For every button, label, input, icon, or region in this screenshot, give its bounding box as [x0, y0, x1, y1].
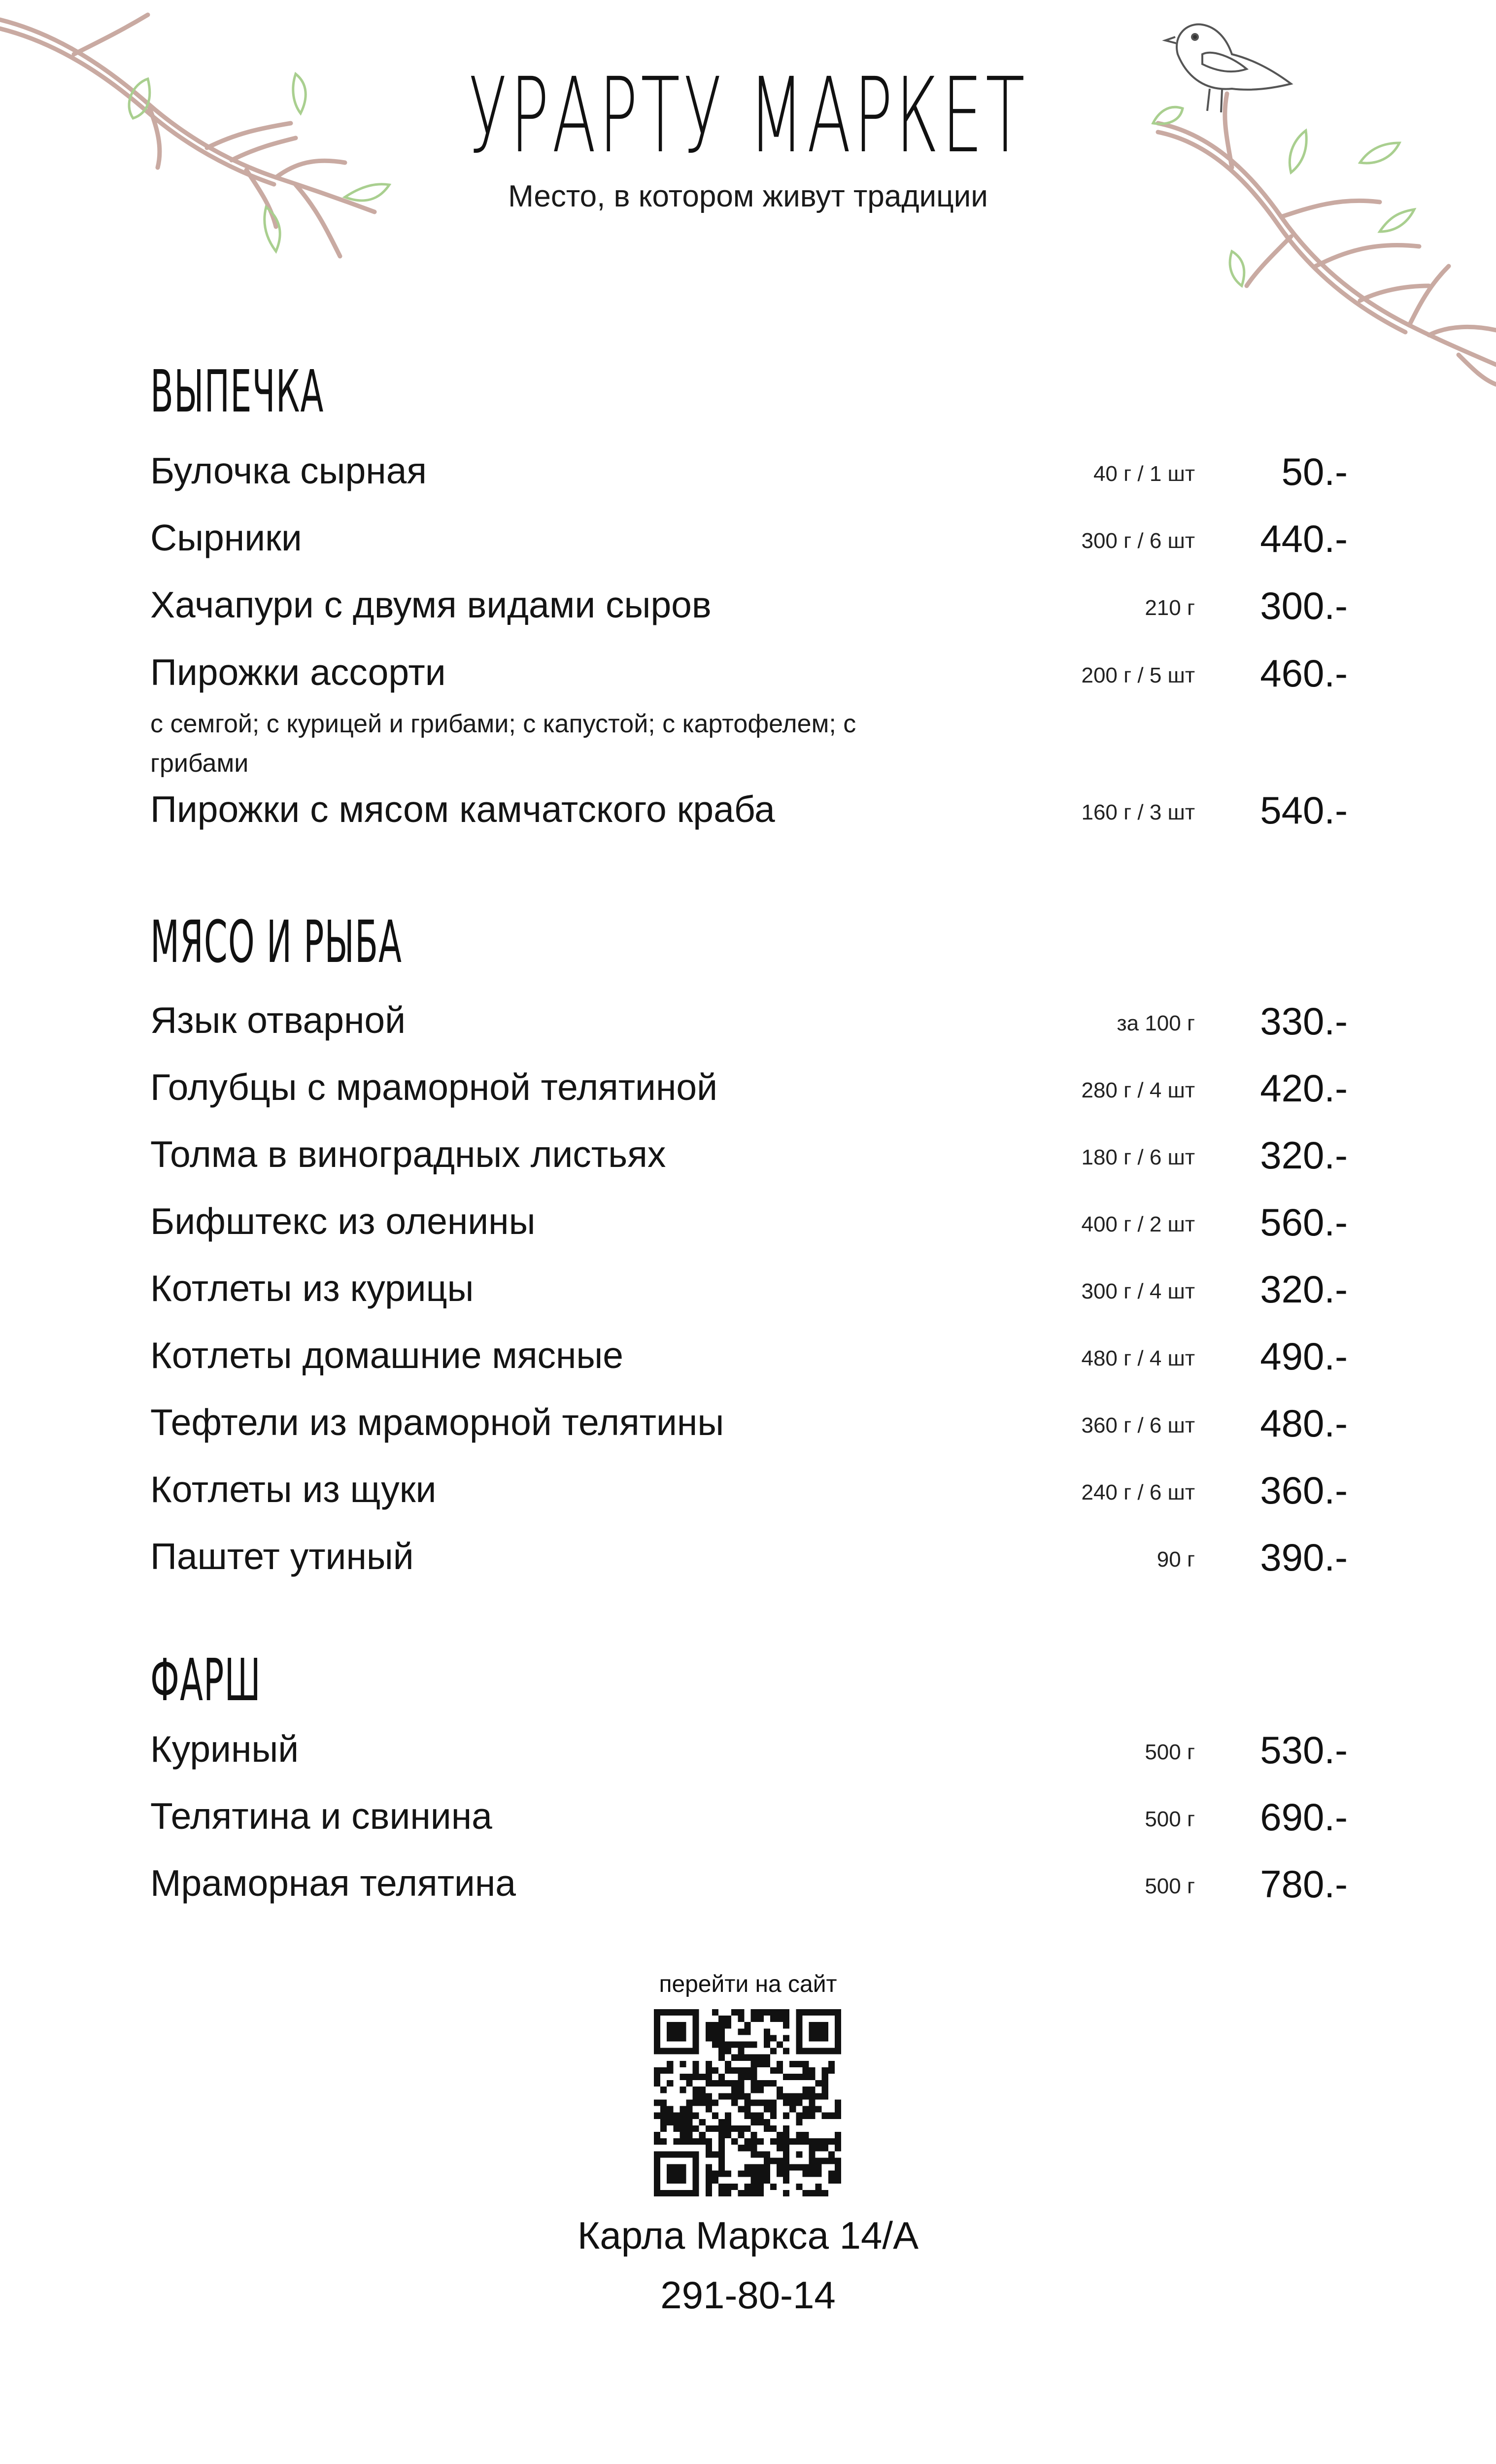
item-weight: 480 г / 4 шт [1081, 1346, 1195, 1370]
item-price: 390.- [1260, 1536, 1348, 1579]
item-name: Котлеты из курицы [150, 1267, 474, 1309]
item-price: 330.- [1260, 999, 1348, 1043]
item-name: Пирожки ассорти [150, 651, 446, 693]
address: Карла Маркса 14/А [577, 2214, 919, 2257]
item-price: 490.- [1260, 1335, 1348, 1378]
item-weight: 500 г [1145, 1807, 1195, 1831]
item-weight: 180 г / 6 шт [1081, 1145, 1195, 1169]
item-weight: 280 г / 4 шт [1081, 1078, 1195, 1102]
item-price: 540.- [1260, 788, 1348, 832]
item-name: Бифштекс из оленины [150, 1200, 536, 1242]
brand-tagline: Место, в котором живут традиции [508, 179, 988, 213]
item-price: 440.- [1260, 517, 1348, 560]
item-price: 300.- [1260, 584, 1348, 627]
qr-caption: перейти на сайт [659, 1971, 837, 1997]
item-weight: 400 г / 2 шт [1081, 1212, 1195, 1236]
item-weight: 160 г / 3 шт [1081, 800, 1195, 824]
qr-code-icon[interactable] [654, 2009, 841, 2196]
item-name: Толма в виноградных листьях [150, 1133, 666, 1175]
item-weight: 240 г / 6 шт [1081, 1480, 1195, 1505]
item-name: Язык отварной [150, 999, 406, 1041]
item-weight: 210 г [1145, 596, 1195, 620]
item-weight: 200 г / 5 шт [1081, 663, 1195, 687]
item-name: Мраморная телятина [150, 1862, 516, 1904]
phone-number[interactable]: 291-80-14 [660, 2273, 836, 2317]
item-name: Хачапури с двумя видами сыров [150, 584, 712, 625]
brand-title: УРАРТУ МАРКЕТ [468, 55, 1028, 176]
section-title-meat-fish: МЯСО И РЫБА [150, 908, 403, 976]
item-name: Куриный [150, 1728, 299, 1770]
item-name: Сырники [150, 517, 302, 558]
item-price: 690.- [1260, 1795, 1348, 1839]
item-name: Паштет утиный [150, 1536, 414, 1577]
item-weight: 90 г [1156, 1547, 1195, 1572]
item-price: 560.- [1260, 1200, 1348, 1244]
section-title-pastry: ВЫПЕЧКА [150, 357, 324, 425]
item-price: 530.- [1260, 1728, 1348, 1772]
item-weight: 300 г / 6 шт [1081, 529, 1195, 553]
item-name: Тефтели из мраморной телятины [150, 1402, 724, 1443]
item-weight: 500 г [1145, 1740, 1195, 1764]
item-weight: 300 г / 4 шт [1081, 1279, 1195, 1303]
item-description: с семгой; с курицей и грибами; с капустой; с картофелем; с грибами [150, 710, 856, 778]
item-weight: 40 г / 1 шт [1093, 462, 1195, 486]
item-name: Котлеты домашние мясные [150, 1335, 624, 1376]
item-price: 320.- [1260, 1267, 1348, 1311]
item-name: Котлеты из щуки [150, 1469, 437, 1510]
item-name: Пирожки с мясом камчатского краба [150, 788, 775, 830]
item-price: 460.- [1260, 651, 1348, 695]
item-name: Телятина и свинина [150, 1795, 492, 1837]
item-price: 420.- [1260, 1066, 1348, 1110]
item-weight: 500 г [1145, 1874, 1195, 1898]
item-price: 480.- [1260, 1402, 1348, 1445]
item-weight: 360 г / 6 шт [1081, 1413, 1195, 1437]
item-weight: за 100 г [1117, 1011, 1195, 1035]
section-title-mince: ФАРШ [150, 1646, 261, 1714]
item-name: Булочка сырная [150, 450, 427, 491]
item-price: 360.- [1260, 1469, 1348, 1512]
item-price: 50.- [1281, 450, 1348, 493]
item-name: Голубцы с мраморной телятиной [150, 1066, 717, 1108]
item-price: 320.- [1260, 1133, 1348, 1177]
item-price: 780.- [1260, 1862, 1348, 1906]
